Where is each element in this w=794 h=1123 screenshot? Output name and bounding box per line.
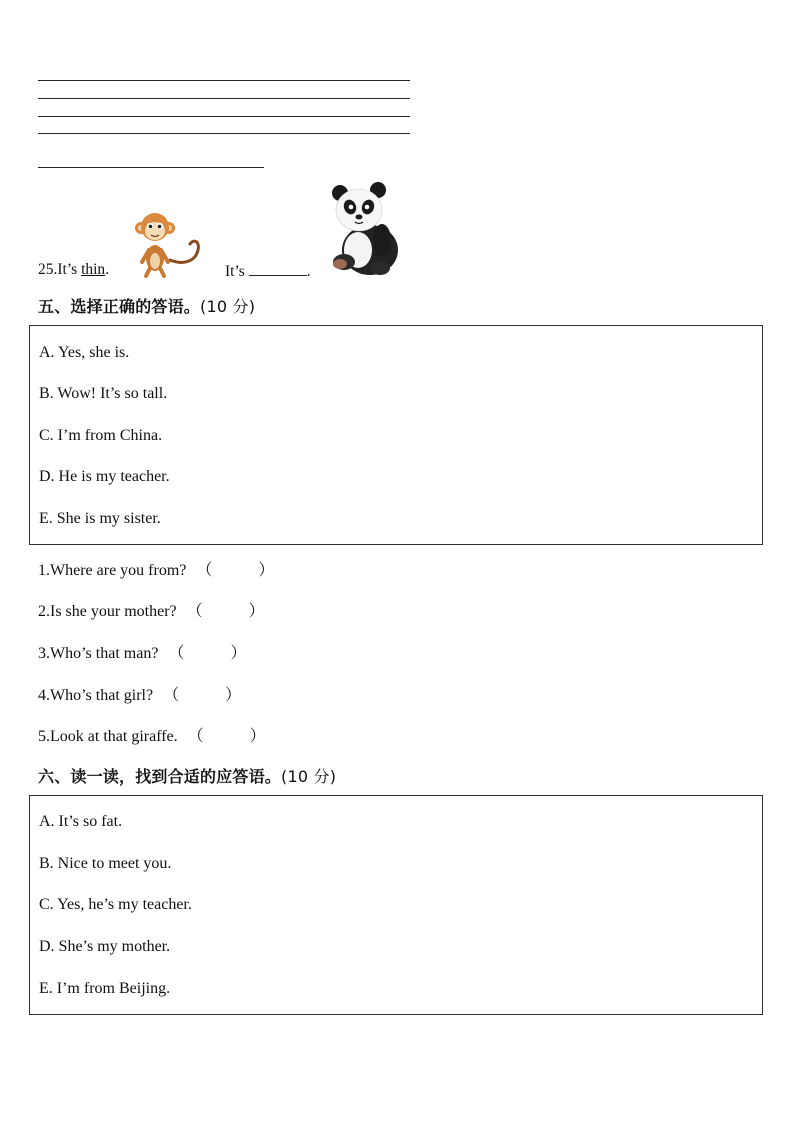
option-d: D. She’s my mother.: [39, 938, 171, 955]
section-5-heading: [38, 294, 255, 317]
example-word: thin: [81, 261, 106, 278]
answer-bracket[interactable]: （ ）: [187, 728, 266, 745]
option-e: E. I’m from Beijing.: [39, 980, 171, 997]
question-25: [38, 261, 109, 279]
question-3: [38, 640, 246, 663]
question-text: 1.Where are you from?: [38, 562, 187, 579]
writing-line: [38, 116, 410, 117]
sentence-prefix: It’s: [225, 263, 249, 280]
sentence-period: .: [105, 261, 110, 278]
writing-line: [38, 133, 410, 134]
question-4: [38, 682, 241, 705]
option-b: B. Nice to meet you.: [39, 855, 172, 872]
answer-bracket[interactable]: （ ）: [168, 645, 247, 662]
question-5: [38, 723, 266, 746]
writing-line: [38, 167, 264, 168]
question-text: 4.Who’s that girl?: [38, 687, 154, 704]
option-c: C. Yes, he’s my teacher.: [39, 896, 192, 913]
question-2: [38, 598, 265, 621]
question-text: 3.Who’s that man?: [38, 645, 159, 662]
question-number: 25.: [38, 261, 58, 278]
section-6-heading: [38, 764, 336, 787]
writing-line: [38, 98, 410, 99]
answer-blank[interactable]: [249, 261, 307, 276]
writing-line: [38, 80, 410, 81]
option-b: B. Wow! It’s so tall.: [39, 385, 168, 402]
question-text: 2.Is she your mother?: [38, 603, 177, 620]
option-c: C. I’m from China.: [39, 427, 163, 444]
answer-bracket[interactable]: （ ）: [163, 687, 242, 704]
sentence-prefix: It’s: [57, 261, 82, 278]
question-1: [38, 557, 274, 580]
answer-bracket[interactable]: （ ）: [186, 603, 265, 620]
answer-bracket[interactable]: （ ）: [196, 562, 275, 579]
option-a: A. It’s so fat.: [39, 813, 123, 830]
monkey-illustration: [130, 210, 206, 278]
option-e: E. She is my sister.: [39, 510, 161, 527]
option-d: D. He is my teacher.: [39, 468, 170, 485]
section-6-options-box: [29, 795, 763, 1015]
option-a: A. Yes, she is.: [39, 344, 130, 361]
panda-illustration: [322, 180, 404, 276]
sentence-period: .: [306, 263, 311, 280]
section-points: (10 分): [200, 297, 256, 316]
question-text: 5.Look at that giraffe.: [38, 728, 178, 745]
section-title: 五、选择正确的答语。: [38, 297, 201, 316]
section-title: 六、读一读，找到合适的应答语。: [38, 767, 282, 786]
question-25-answer: [225, 261, 311, 281]
section-points: (10 分): [281, 767, 337, 786]
section-5-options-box: [29, 325, 763, 545]
